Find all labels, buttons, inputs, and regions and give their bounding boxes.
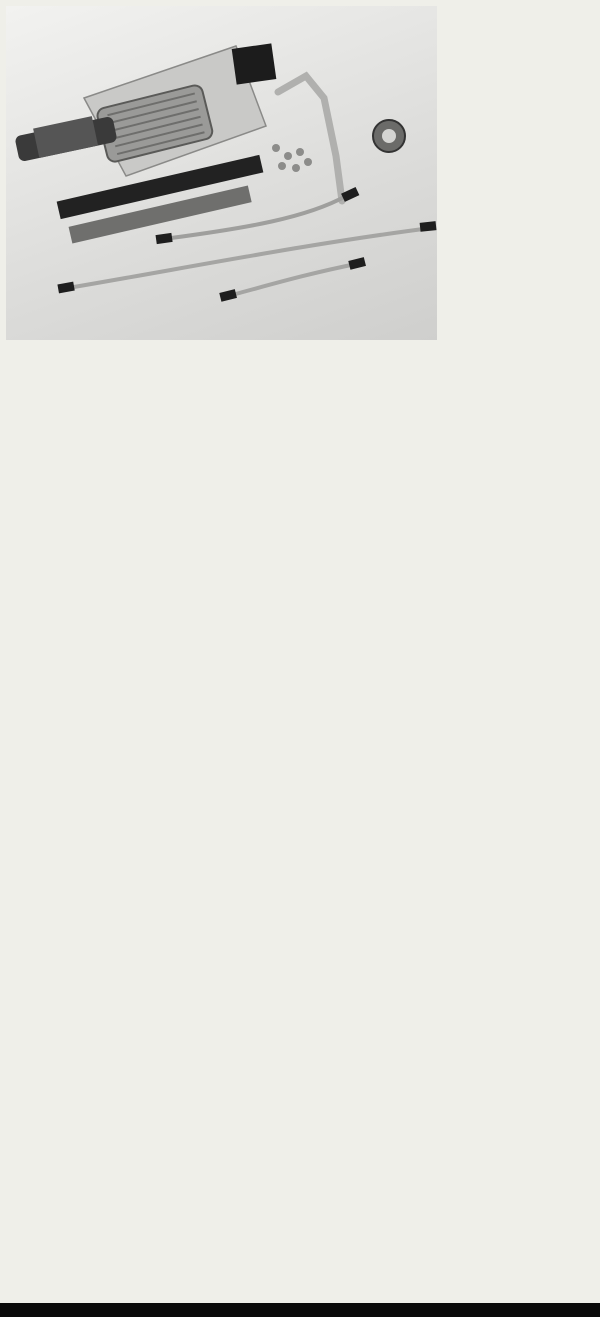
fuel-system-photo bbox=[6, 6, 437, 340]
page-bottom-border bbox=[0, 1303, 600, 1317]
